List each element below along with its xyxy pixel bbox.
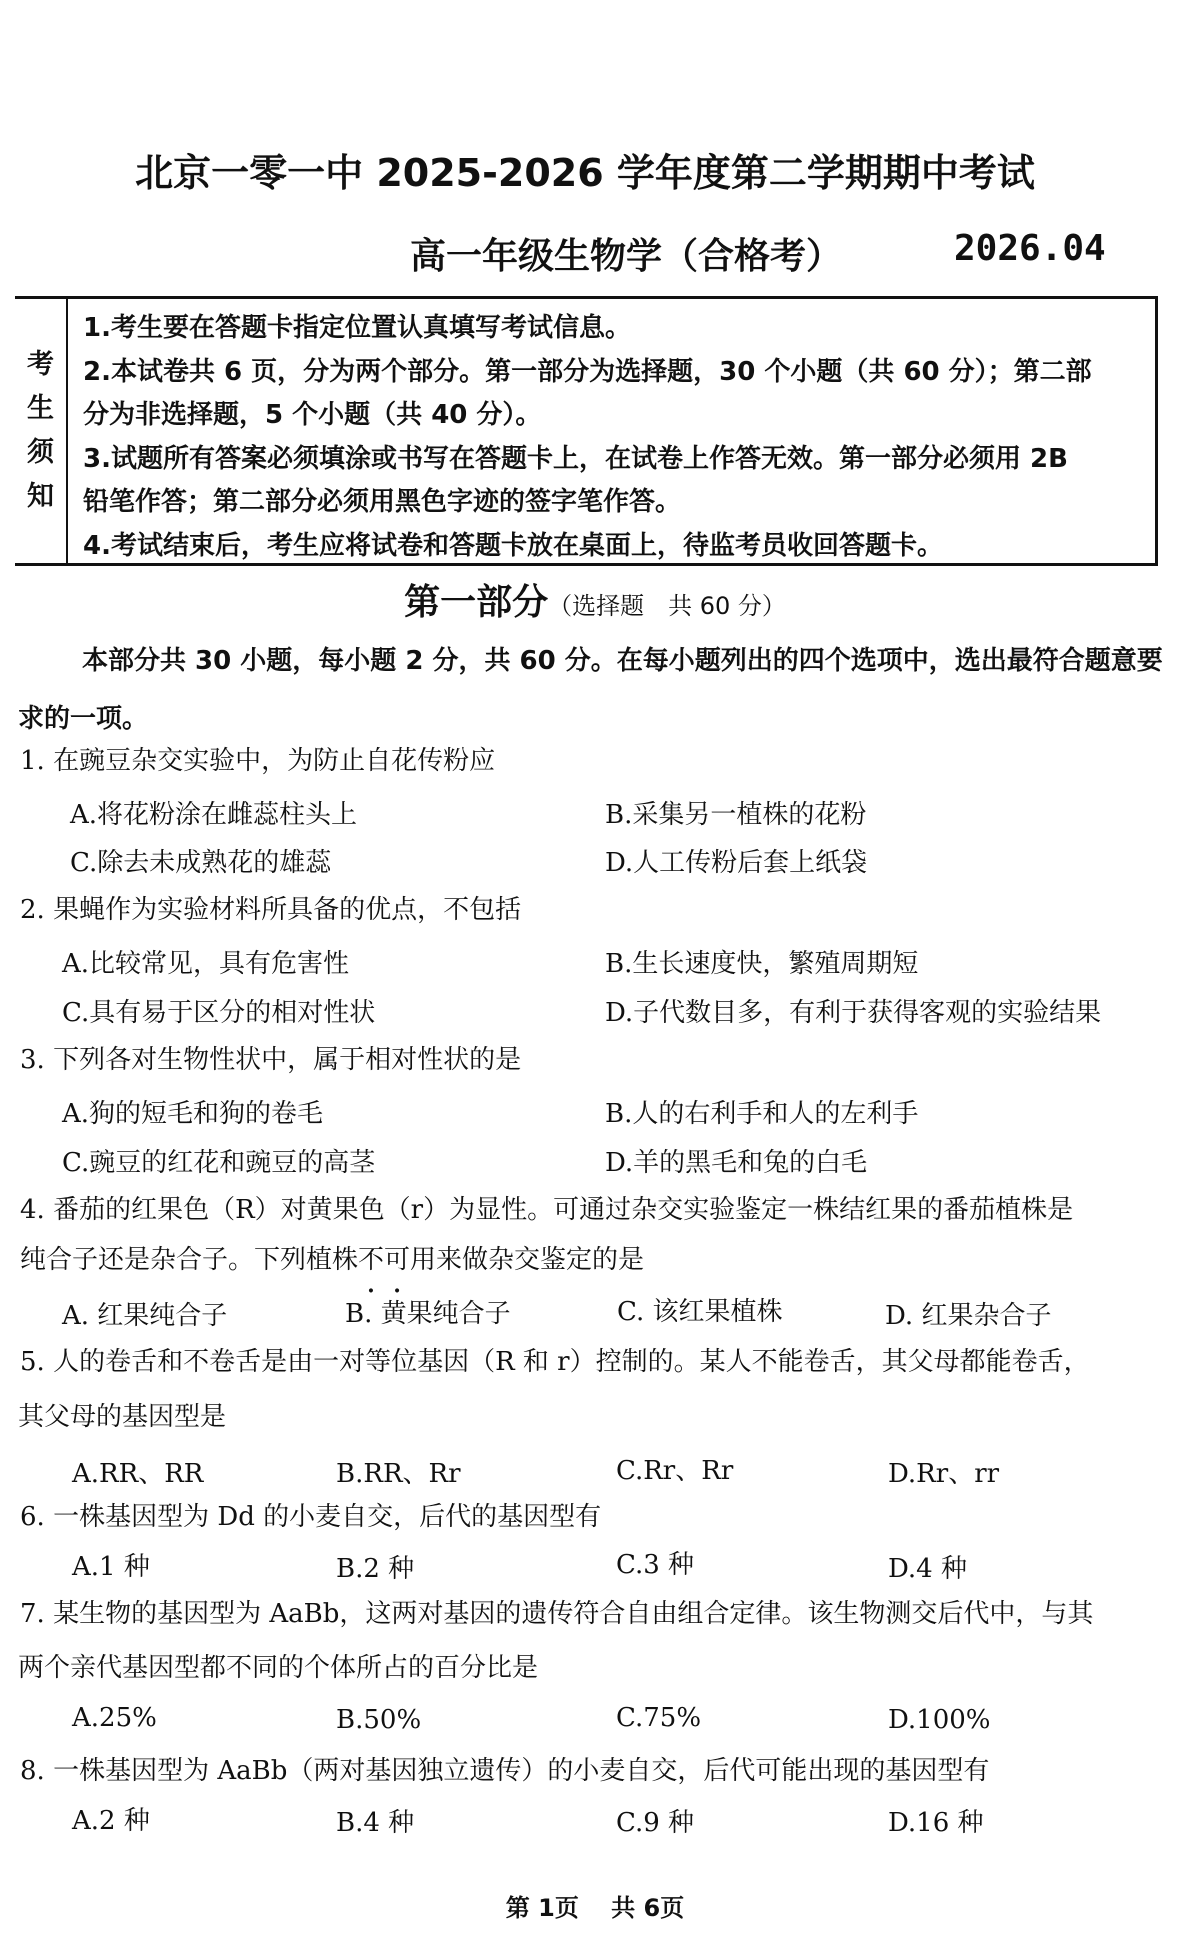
question-5-stem-line2: 其父母的基因型是 [18,1402,227,1432]
question-5-option-b[interactable]: B.RR、Rr [336,1459,461,1489]
question-8-stem [20,1747,989,1795]
question-4-option-a[interactable]: A. 红果纯合子 [62,1301,228,1331]
question-number: 2. [20,895,45,925]
question-text: 人的卷舌和不卷舌是由一对等位基因（R 和 r）控制的。某人不能卷舌，其父母都能卷舌， [53,1347,1090,1377]
question-3-option-c[interactable]: C.豌豆的红花和豌豆的高茎 [62,1148,376,1178]
question-1-option-b[interactable]: B.采集另一植株的花粉 [605,800,867,830]
emphasized-char: 可 [384,1245,411,1275]
notice-line: 1.考生要在答题卡指定位置认真填写考试信息。 [83,313,631,343]
question-6-option-d[interactable]: D.4 种 [888,1554,967,1584]
question-6-option-a[interactable]: A.1 种 [72,1552,150,1582]
question-text: 下列各对生物性状中，属于相对性状的是 [53,1045,522,1075]
exam-subtitle: 高一年级生物学（合格考） [410,236,843,277]
question-5-option-a[interactable]: A.RR、RR [72,1459,204,1489]
question-5-stem-line1 [20,1338,1090,1386]
question-8-option-b[interactable]: B.4 种 [336,1808,415,1838]
question-text: 番茄的红果色（R）对黄果色（r）为显性。可通过杂交实验鉴定一株结红果的番茄植株是 [53,1195,1074,1225]
notice-label [15,299,68,563]
question-text: 用来做杂交鉴定的是 [410,1245,645,1275]
question-1-option-c[interactable]: C.除去未成熟花的雄蕊 [70,848,332,878]
question-number: 5. [20,1347,45,1377]
question-number: 1. [20,746,45,776]
notice-body [83,307,1145,568]
notice-label-char: 考 [27,349,54,380]
question-text: 一株基因型为 Dd 的小麦自交，后代的基因型有 [53,1502,602,1532]
notice-box [15,296,1158,566]
exam-title: 北京一零一中 2025-2026 学年度第二学期期中考试 [135,151,1035,195]
notice-label-char: 知 [27,481,54,512]
question-2-option-d[interactable]: D.子代数目多，有利于获得客观的实验结果 [605,998,1102,1028]
question-number: 7. [20,1599,45,1629]
section-heading [0,574,1190,625]
question-7-option-d[interactable]: D.100% [888,1705,991,1735]
notice-line: 4.考试结束后，考生应将试卷和答题卡放在桌面上，待监考员收回答题卡。 [83,530,943,561]
question-4-option-d[interactable]: D. 红果杂合子 [885,1301,1052,1331]
question-6-option-c[interactable]: C.3 种 [616,1550,695,1580]
question-5-option-d[interactable]: D.Rr、rr [888,1459,1000,1489]
question-text: 纯合子还是杂合子。下列植株 [20,1245,359,1275]
page-number: 第 1页 共 6页 [505,1894,685,1922]
question-5-option-c[interactable]: C.Rr、Rr [616,1456,734,1486]
section-instructions [18,632,1168,748]
question-1-option-a[interactable]: A.将花粉涂在雌蕊柱头上 [70,800,358,830]
question-4-option-c[interactable]: C. 该红果植株 [617,1297,783,1327]
question-7-option-c[interactable]: C.75% [616,1703,702,1733]
question-8-option-a[interactable]: A.2 种 [72,1806,150,1836]
notice-line: 3.试题所有答案必须填涂或书写在答题卡上，在试卷上作答无效。第一部分必须用 2B [83,443,1068,474]
question-number: 6. [20,1502,45,1532]
question-2-stem [20,886,521,934]
question-text: 一株基因型为 AaBb（两对基因独立遗传）的小麦自交，后代可能出现的基因型有 [53,1756,990,1786]
notice-label-char: 须 [27,437,54,468]
question-1-stem [20,737,495,785]
question-7-stem-line2: 两个亲代基因型都不同的个体所占的百分比是 [18,1653,539,1683]
question-4-stem-line2 [20,1236,644,1284]
question-number: 8. [20,1756,45,1786]
section-title: 第一部分 [404,582,549,623]
question-3-option-a[interactable]: A.狗的短毛和狗的卷毛 [62,1099,324,1129]
question-7-option-b[interactable]: B.50% [336,1705,422,1735]
question-8-option-d[interactable]: D.16 种 [888,1808,984,1838]
section-subtitle: （选择题 共 60 分） [548,592,786,620]
question-7-option-a[interactable]: A.25% [72,1703,157,1733]
question-8-option-c[interactable]: C.9 种 [616,1808,695,1838]
question-3-option-b[interactable]: B.人的右利手和人的左利手 [605,1099,919,1129]
question-number: 3. [20,1045,45,1075]
notice-label-char: 生 [27,393,54,424]
question-6-stem [20,1493,601,1541]
question-3-option-d[interactable]: D.羊的黑毛和兔的白毛 [605,1148,868,1178]
question-2-option-b[interactable]: B.生长速度快，繁殖周期短 [605,949,919,979]
question-text: 某生物的基因型为 AaBb，这两对基因的遗传符合自由组合定律。该生物测交后代中，与其 [53,1599,1094,1629]
question-6-option-b[interactable]: B.2 种 [336,1554,415,1584]
question-2-option-c[interactable]: C.具有易于区分的相对性状 [62,998,376,1028]
emphasized-char: 不 [358,1245,385,1275]
question-2-option-a[interactable]: A.比较常见，具有危害性 [62,949,350,979]
exam-date: 2026.04 [954,228,1106,269]
question-3-stem [20,1036,521,1084]
question-7-stem-line1 [20,1590,1093,1638]
question-4-stem-line1 [20,1186,1073,1234]
question-number: 4. [20,1195,45,1225]
notice-line: 分为非选择题，5 个小题（共 40 分）。 [83,400,542,430]
notice-line: 铅笔作答；第二部分必须用黑色字迹的签字笔作答。 [83,487,682,517]
question-text: 果蝇作为实验材料所具备的优点，不包括 [53,895,522,925]
notice-line: 2.本试卷共 6 页，分为两个部分。第一部分为选择题，30 个小题（共 60 分）；第二部 [83,356,1092,387]
question-text: 在豌豆杂交实验中，为防止自花传粉应 [53,746,496,776]
section-intro-text: 本部分共 30 小题，每小题 2 分，共 60 分。在每小题列出的四个选项中，选出最符合题意要求的一项。 [18,646,1163,734]
question-4-option-b[interactable]: B. 黄果纯合子 [345,1299,511,1329]
question-1-option-d[interactable]: D.人工传粉后套上纸袋 [605,848,868,878]
